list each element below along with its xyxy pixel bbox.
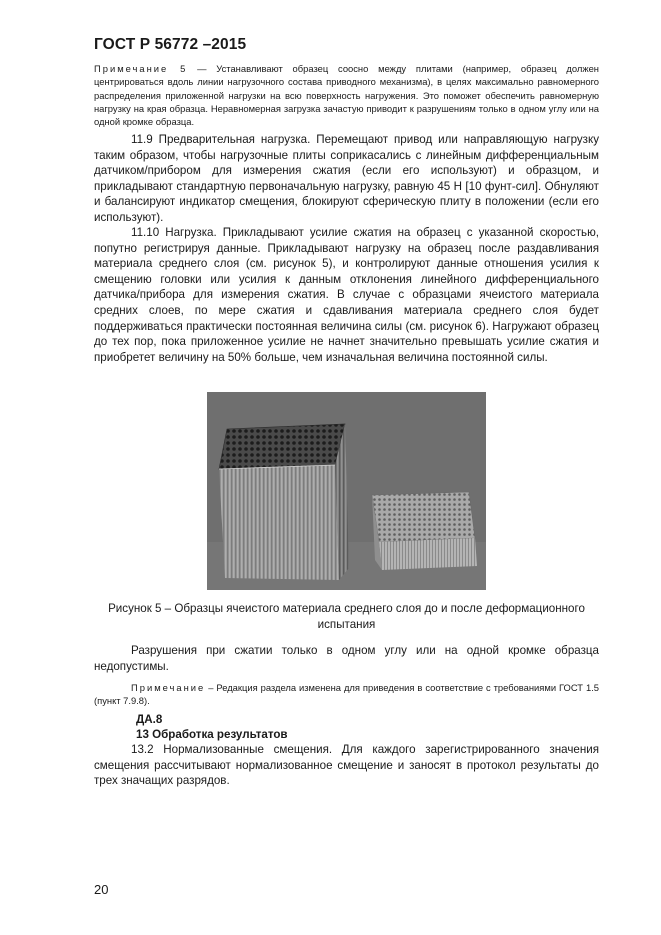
note-5: [94, 62, 599, 128]
figure-5-photo: [207, 392, 486, 590]
note-redaction-label: Примечание: [131, 682, 206, 693]
figure-5-caption: Рисунок 5 – Образцы ячеистого материала среднего слоя до и после деформационного испытания: [108, 602, 585, 631]
note-5-text: — Устанавливают образец соосно между плитами (например, образец должен центрироваться вдоль линии нагрузочного состава приводного механизма), в целях максимально равномерного распределения приложенной нагрузки на всю поверхность нагружения. Это поможет обеспечить равномерную нагрузку на края образца. Неравномерная загрузка зачастую приводит к разрушениям только в одном углу или на одной кромке образца.: [94, 63, 599, 128]
paragraph-11-9: 11.9 Предварительная нагрузка. Перемещают привод или направляющую нагрузку таким образом, чтобы нагрузочные плиты соприкасались с линейным дифференциальным датчиком/прибором для измерения сжатия (если его используют) и образцом, и прикладывают стандартную первоначальную нагрузку, равную 45 Н [10 фунт-сил]. Обнуляют и балансируют индикатор смещения, блокируют сферическую плиту в положении (если его используют).: [94, 133, 599, 224]
page-number: 20: [94, 882, 109, 897]
note-5-label: Примечание 5: [94, 63, 188, 74]
paragraph-13-2: 13.2 Нормализованные смещения. Для каждого зарегистрированного значения смещения рассчитывают нормализованное смещение и заносят в протокол результаты до трех значащих разрядов.: [94, 743, 599, 788]
section-da8-heading: ДА.8: [136, 713, 163, 726]
paragraph-failure: Разрушения при сжатии только в одном углу или на одной кромке образца недопустимы.: [94, 644, 599, 673]
document-header: ГОСТ Р 56772 –2015: [94, 36, 247, 53]
paragraph-11-10: 11.10 Нагрузка. Прикладывают усилие сжатия на образец с указанной скоростью, попутно регистрируя данные. Прикладывают нагрузку на образец после раздавливания материала среднего слоя (см. рисунок 5), и контролируют данные отношения усилия к смещению головки или усилия к данным отклонения линейного дифференциального датчика/прибора для измерения сжатия. В случае с образцами ячеистого материала средних слоев, по мере сжатия и сдавливания материала среднего слоя будет поддерживаться практически постоянная величина силы (см. рисунок 6). Нагружают образец до тех пор, пока приложенное усилие не начнет значительно превышать усилие сжатия и приобретет величину на 50% больше, чем изначальная величина постоянной силы.: [94, 226, 599, 364]
note-redaction: [94, 681, 599, 708]
note-redaction-text: – Редакция раздела изменена для приведения в соответствие с требованиями ГОСТ 1.5 (пункт 7.9.8).: [94, 682, 599, 707]
section-13-heading: 13 Обработка результатов: [136, 728, 288, 741]
